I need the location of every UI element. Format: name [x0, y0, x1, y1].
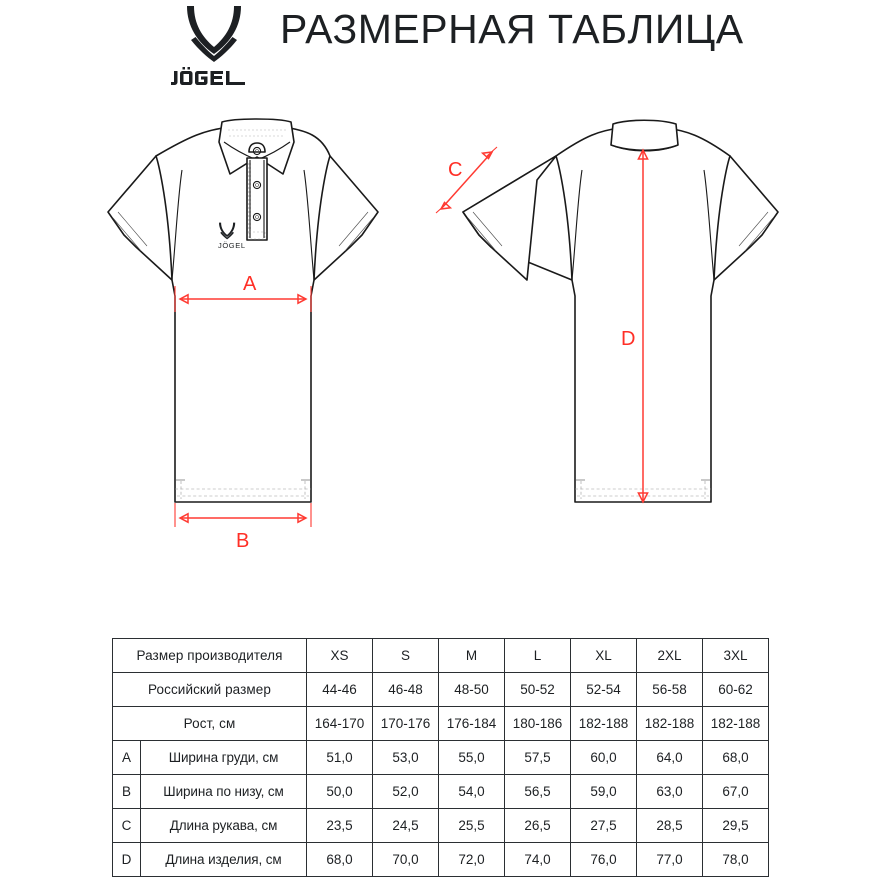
polo-front-view [108, 119, 378, 552]
size-chart-table-container [112, 638, 766, 877]
table-row-measure-c [113, 809, 769, 843]
table-cell: 180-186 [505, 707, 571, 741]
table-cell: 24,5 [373, 809, 439, 843]
table-cell: 51,0 [307, 741, 373, 775]
illustration-area [0, 100, 875, 600]
measure-a-label: A [243, 273, 257, 295]
row-label-height: Рост, см [113, 707, 307, 741]
table-cell: 60-62 [703, 673, 769, 707]
table-cell: 182-188 [571, 707, 637, 741]
table-cell: 52-54 [571, 673, 637, 707]
table-row-russian-size [113, 673, 769, 707]
size-header-xs: XS [307, 639, 373, 673]
size-header-l: L [505, 639, 571, 673]
table-cell: 68,0 [307, 843, 373, 877]
table-cell: 63,0 [637, 775, 703, 809]
row-label-manufacturer-size: Размер производителя [113, 639, 307, 673]
table-cell: 57,5 [505, 741, 571, 775]
size-header-m: M [439, 639, 505, 673]
table-cell: 68,0 [703, 741, 769, 775]
table-cell: 56-58 [637, 673, 703, 707]
measure-label-b: Ширина по низу, см [141, 775, 307, 809]
table-cell: 46-48 [373, 673, 439, 707]
measure-label-a: Ширина груди, см [141, 741, 307, 775]
table-row-measure-b [113, 775, 769, 809]
table-cell: 78,0 [703, 843, 769, 877]
table-cell: 64,0 [637, 741, 703, 775]
table-cell: 182-188 [703, 707, 769, 741]
table-cell: 52,0 [373, 775, 439, 809]
size-header-xl: XL [571, 639, 637, 673]
page-title: РАЗМЕРНАЯ ТАБЛИЦА [280, 6, 744, 52]
measure-label-c: Длина рукава, см [141, 809, 307, 843]
table-row-height [113, 707, 769, 741]
measure-letter-d: D [113, 843, 141, 877]
chest-logo-wordmark: JÖGEL [218, 241, 246, 250]
table-cell: 27,5 [571, 809, 637, 843]
measure-letter-b: B [113, 775, 141, 809]
table-cell: 50-52 [505, 673, 571, 707]
table-row-measure-d [113, 843, 769, 877]
measure-b-label: B [236, 530, 250, 552]
table-cell: 59,0 [571, 775, 637, 809]
measure-letter-c: C [113, 809, 141, 843]
table-cell: 60,0 [571, 741, 637, 775]
table-cell: 164-170 [307, 707, 373, 741]
measure-b [175, 503, 311, 552]
table-cell: 76,0 [571, 843, 637, 877]
table-row-measure-a [113, 741, 769, 775]
jogel-wishbone-icon [177, 4, 251, 66]
table-cell: 74,0 [505, 843, 571, 877]
table-cell: 54,0 [439, 775, 505, 809]
table-cell: 53,0 [373, 741, 439, 775]
table-cell: 29,5 [703, 809, 769, 843]
size-header-s: S [373, 639, 439, 673]
table-cell: 28,5 [637, 809, 703, 843]
table-cell: 176-184 [439, 707, 505, 741]
table-cell: 48-50 [439, 673, 505, 707]
table-cell: 70,0 [373, 843, 439, 877]
polo-back-view [436, 120, 778, 502]
size-chart-table [112, 638, 769, 877]
row-label-russian-size: Российский размер [113, 673, 307, 707]
table-cell: 170-176 [373, 707, 439, 741]
measure-d-label: D [621, 328, 636, 350]
table-cell: 182-188 [637, 707, 703, 741]
size-header-3xl: 3XL [703, 639, 769, 673]
measure-label-d: Длина изделия, см [141, 843, 307, 877]
table-cell: 67,0 [703, 775, 769, 809]
table-cell: 56,5 [505, 775, 571, 809]
table-cell: 50,0 [307, 775, 373, 809]
jogel-wordmark-icon [170, 67, 258, 89]
table-row-manufacturer-size [113, 639, 769, 673]
page-header [0, 0, 875, 100]
size-header-2xl: 2XL [637, 639, 703, 673]
brand-logo [168, 0, 260, 89]
table-cell: 26,5 [505, 809, 571, 843]
table-cell: 72,0 [439, 843, 505, 877]
measure-letter-a: A [113, 741, 141, 775]
table-cell: 44-46 [307, 673, 373, 707]
table-cell: 25,5 [439, 809, 505, 843]
table-cell: 23,5 [307, 809, 373, 843]
measure-c-label: C [448, 159, 463, 181]
table-cell: 55,0 [439, 741, 505, 775]
table-cell: 77,0 [637, 843, 703, 877]
